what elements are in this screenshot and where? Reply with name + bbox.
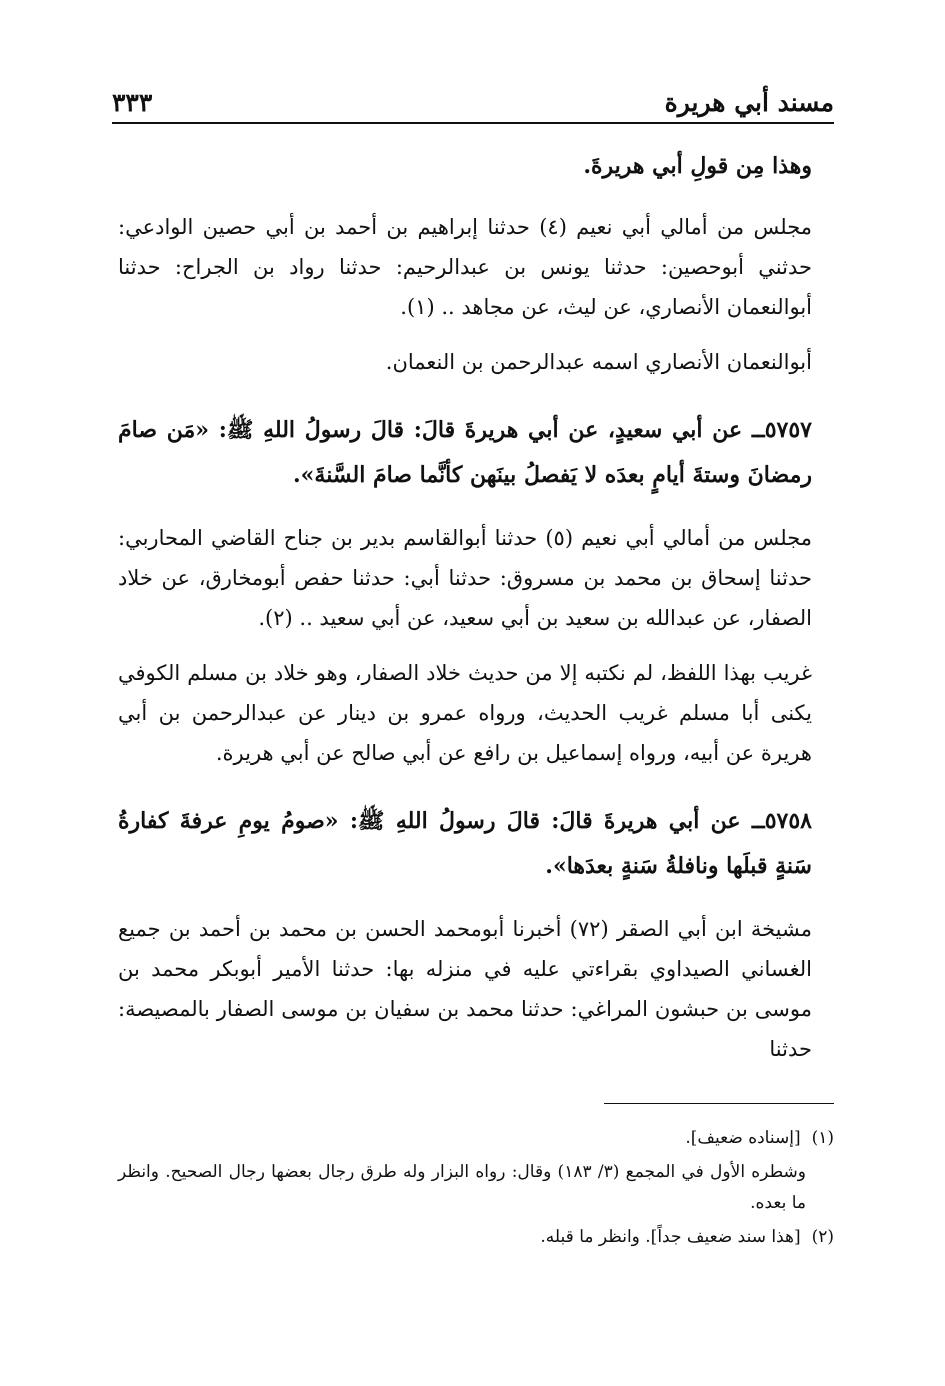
- hadith-5758: ٥٧٥٨ــ عن أبي هريرةَ قالَ: قالَ رسولُ اللهِ ﷺ: «صومُ يومِ عرفةَ كفارةُ سَنةٍ قبلَها ونافلةُ سَنةٍ بعدَها».: [118, 808, 812, 879]
- footnote-1: [118, 1123, 834, 1154]
- footnote-number: (٢): [811, 1227, 834, 1247]
- source-citation-3: مشيخة ابن أبي الصقر (٧٢) أخبرنا أبومحمد الحسن بن محمد بن أحمد بن جميع الغساني الصيداوي بقراءتي عليه في منزله بها: حدثنا الأمير أبوبكر محمد بن موسى بن حبشون المراغي: حدثنا محمد بن سفيان بن موسى الصفار بالمصيصة: حدثنا: [118, 917, 813, 1061]
- closing-remark: وهذا مِن قولِ أبي هريرةَ.: [583, 153, 812, 179]
- footnote-text: [هذا سند ضعيف جداً]. وانظر ما قبله.: [540, 1227, 801, 1247]
- page-header: [112, 82, 834, 118]
- footnote-rule: [604, 1103, 834, 1104]
- narrator-note: أبوالنعمان الأنصاري اسمه عبدالرحمن بن النعمان.: [385, 350, 812, 374]
- footnotes: [118, 1123, 834, 1256]
- footnote-1-continuation: [118, 1157, 834, 1219]
- footnote-text: [إسناده ضعيف].: [685, 1128, 801, 1148]
- hadith-5757: ٥٧٥٧ــ عن أبي سعيدٍ، عن أبي هريرةَ قالَ: قالَ رسولُ اللهِ ﷺ: «مَن صامَ رمضانَ وستةَ أيامٍ بعدَه لا يَفصلُ بينَهن كأنَّما صامَ السَّنةَ».: [118, 417, 812, 488]
- footnote-text: وشطره الأول في المجمع (٣/ ١٨٣) وقال: رواه البزار وله طرق رجال بعضها رجال الصحيح. وانظر ما بعده.: [118, 1162, 806, 1213]
- page-number: ٣٣٣: [112, 88, 153, 117]
- header-rule: [112, 122, 834, 124]
- footnote-2: [118, 1222, 834, 1253]
- source-citation-2: مجلس من أمالي أبي نعيم (٥) حدثنا أبوالقاسم بدير بن جناح القاضي المحاربي: حدثنا إسحاق بن محمد بن مسروق: حدثنا أبي: حدثنا حفص أبومخارق، عن خلاد الصفار، عن عبدالله بن سعيد بن أبي سعيد، عن أبي سعيد .. (٢).: [118, 526, 812, 630]
- main-text: [118, 145, 834, 1084]
- footnote-number: (١): [811, 1128, 834, 1148]
- commentary: غريب بهذا اللفظ، لم نكتبه إلا من حديث خلاد الصفار، وهو خلاد بن مسلم الكوفي يكنى أبا مسلم غريب الحديث، ورواه عمرو بن دينار عن عبدالرحمن بن أبي هريرة عن أبيه، ورواه إسماعيل بن رافع عن أبي صالح عن أبي هريرة.: [118, 661, 812, 765]
- source-citation-1: مجلس من أمالي أبي نعيم (٤) حدثنا إبراهيم بن أحمد بن أبي حصين الوادعي: حدثني أبوحصين: حدثنا يونس بن عبدالرحيم: حدثنا رواد بن الجراح: حدثنا أبوالنعمان الأنصاري، عن ليث، عن مجاهد .. (١).: [118, 215, 813, 319]
- running-title: مسند أبي هريرة: [664, 88, 834, 117]
